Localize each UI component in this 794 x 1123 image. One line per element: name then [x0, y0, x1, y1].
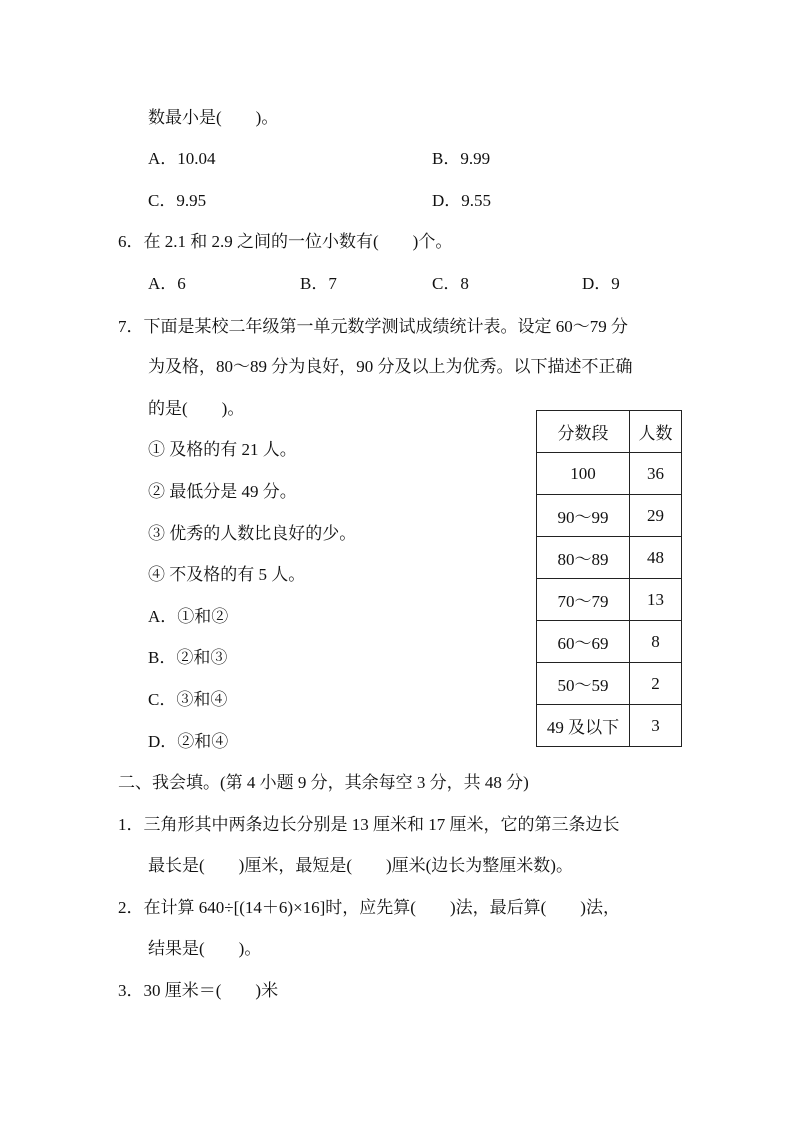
q7-option-a: A．①和②	[148, 607, 229, 626]
fill2-line2: 结果是( )。	[148, 939, 262, 958]
section-heading: 二、我会填。(第 4 小题 9 分，其余每空 3 分，共 48 分)	[118, 773, 529, 792]
q7-stem-line1: 7．下面是某校二年级第一单元数学测试成绩统计表。设定 60～79 分	[118, 317, 628, 336]
q7-stem-line2: 为及格，80～89 分为良好，90 分及以上为优秀。以下描述不正确	[148, 357, 633, 376]
table-cell: 36	[630, 453, 682, 495]
q6-option-a: A．6	[148, 274, 186, 293]
table-header-row	[537, 411, 682, 453]
table-cell: 50～59	[537, 663, 630, 705]
q5-option-c: C．9.95	[148, 191, 207, 210]
fill2-line1: 2．在计算 640÷[(14＋6)×16]时，应先算( )法，最后算( )法，	[118, 898, 620, 917]
q6-stem: 6．在 2.1 和 2.9 之间的一位小数有( )个。	[118, 232, 453, 251]
table-cell: 8	[630, 621, 682, 663]
q7-statement-2: ② 最低分是 49 分。	[148, 482, 297, 501]
q6-option-b: B．7	[300, 274, 337, 293]
table-header-score-range: 分数段	[537, 411, 630, 453]
table-row	[537, 663, 682, 705]
table-cell: 29	[630, 495, 682, 537]
table-cell: 49 及以下	[537, 705, 630, 747]
q5-option-b: B．9.99	[432, 149, 491, 168]
q7-statement-1: ① 及格的有 21 人。	[148, 440, 297, 459]
table-row	[537, 537, 682, 579]
table-cell: 2	[630, 663, 682, 705]
q7-statement-3: ③ 优秀的人数比良好的少。	[148, 524, 357, 543]
fill3-line1: 3．30 厘米＝( )米	[118, 981, 279, 1000]
q7-option-d: D．②和④	[148, 732, 229, 751]
table-row	[537, 495, 682, 537]
q7-option-b: B．②和③	[148, 648, 228, 667]
q5-stem-tail: 数最小是( )。	[148, 108, 279, 127]
table-cell: 3	[630, 705, 682, 747]
table-cell: 70～79	[537, 579, 630, 621]
table-cell: 80～89	[537, 537, 630, 579]
table-row	[537, 453, 682, 495]
table-header-count: 人数	[630, 411, 682, 453]
table-row	[537, 579, 682, 621]
q6-option-d: D．9	[582, 274, 620, 293]
q7-stem-line3: 的是( )。	[148, 399, 245, 418]
table-cell: 48	[630, 537, 682, 579]
table-cell: 13	[630, 579, 682, 621]
fill1-line1: 1．三角形其中两条边长分别是 13 厘米和 17 厘米，它的第三条边长	[118, 815, 620, 834]
q5-option-d: D．9.55	[432, 191, 492, 210]
fill1-line2: 最长是( )厘米，最短是( )厘米(边长为整厘米数)。	[148, 856, 573, 875]
table-cell: 60～69	[537, 621, 630, 663]
q6-option-c: C．8	[432, 274, 469, 293]
table-cell: 100	[537, 453, 630, 495]
q7-option-c: C．③和④	[148, 690, 228, 709]
q7-statement-4: ④ 不及格的有 5 人。	[148, 565, 306, 584]
table-row	[537, 705, 682, 747]
q5-option-a: A．10.04	[148, 149, 216, 168]
score-statistics-table	[536, 410, 682, 747]
table-row	[537, 621, 682, 663]
table-cell: 90～99	[537, 495, 630, 537]
